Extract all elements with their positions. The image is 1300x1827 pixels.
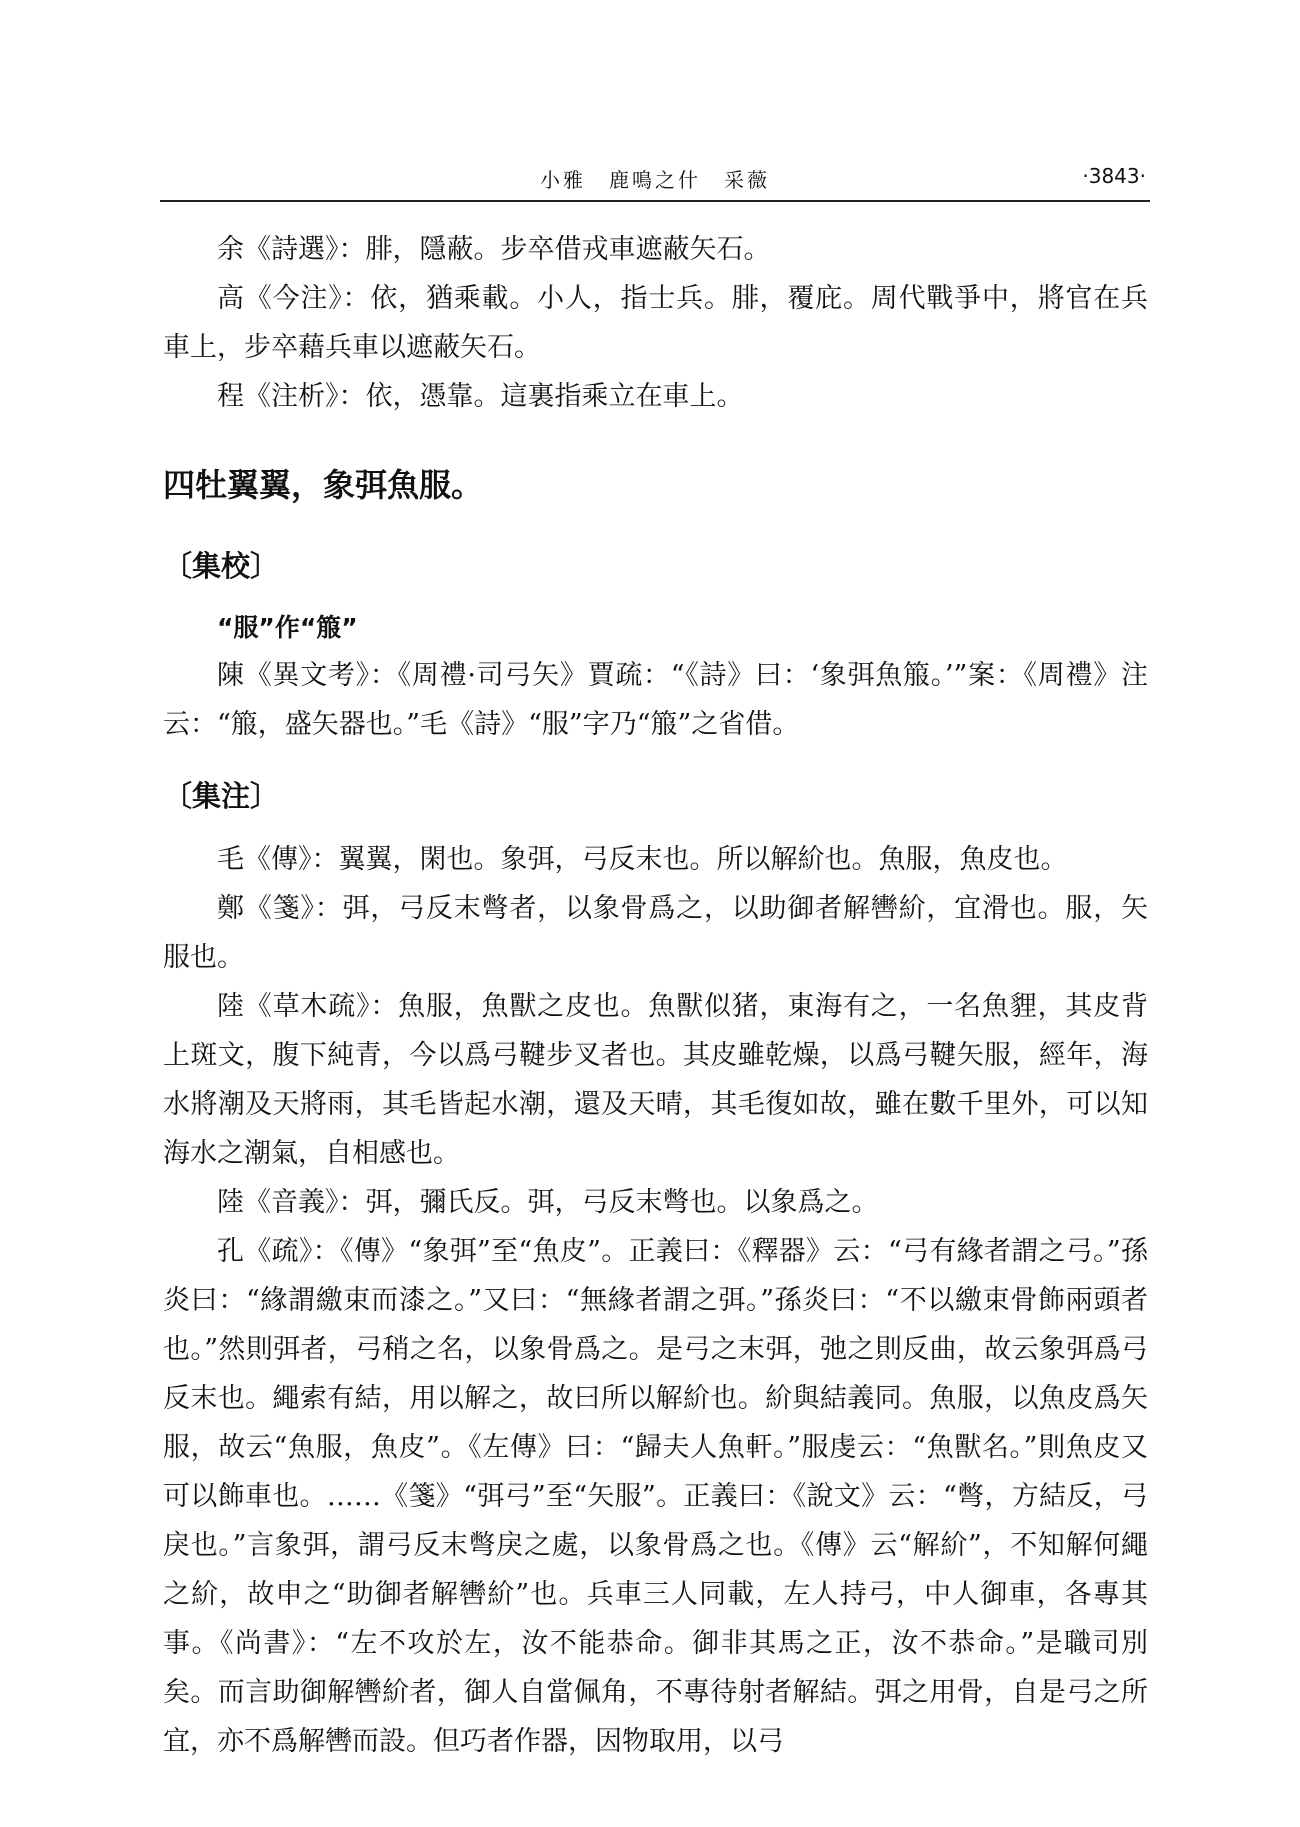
page-body xyxy=(163,225,1148,1766)
paragraph: 毛《傳》：翼翼，閑也。象弭，弓反末也。所以解紒也。魚服，魚皮也。 xyxy=(217,844,1068,875)
paragraph: 陸《草木疏》：魚服，魚獸之皮也。魚獸似猪，東海有之，一名魚貍，其皮背上斑文，腹下純青，今以爲弓鞬步叉者也。其皮雖乾燥，以爲弓鞬矢服，經年，海水將潮及天將雨，其毛皆起水潮，還及天晴，其毛復如故，雖在數千里外，可以知海水之潮氣，自相感也。 xyxy=(163,991,1148,1169)
paragraph: 陸《音義》：弭，彌氏反。弭，弓反末彆也。以象爲之。 xyxy=(217,1187,879,1218)
paragraph: 高《今注》：依，猶乘載。小人，指士兵。腓，覆庇。周代戰爭中，將官在兵車上，步卒藉兵車以遮蔽矢石。 xyxy=(163,283,1148,363)
paragraph: 余《詩選》：腓，隱蔽。步卒借戎車遮蔽矢石。 xyxy=(217,234,771,265)
section-heading-jizhu: 〔集注〕 xyxy=(163,779,280,813)
paragraph: 程《注析》：依，憑靠。這裏指乘立在車上。 xyxy=(217,381,744,412)
section-heading-jijiao: 〔集校〕 xyxy=(163,549,280,583)
variant-subheading: “服”作“箙” xyxy=(217,613,358,642)
paragraph: 孔《疏》：《傳》“象弭”至“魚皮”。正義曰：《釋器》云：“弓有緣者謂之弓。”孫炎曰：“緣謂繳束而漆之。”又曰：“無緣者謂之弭。”孫炎曰：“不以繳束骨飾兩頭者也。”然則弭者，弓稍之名，以象骨爲之。是弓之末弭，弛之則反曲，故云象弭爲弓反末也。繩索有結，用以解之，故曰所以解紒也。紒與結義同。魚服，以魚皮爲矢服，故云“魚服，魚皮”。《左傳》曰：“歸夫人魚軒。”服虔云：“魚獸名。”則魚皮又可以飾車也。……《箋》“弭弓”至“矢服”。正義曰：《說文》云：“彆，方結反，弓戾也。”言象弭，謂弓反末彆戾之處，以象骨爲之也。《傳》云“解紒”，不知解何繩之紒，故申之“助御者解轡紒”也。兵車三人同載，左人持弓，中人御車，各專其事。《尚書》：“左不攻於左，汝不能恭命。御非其馬之正，汝不恭命。”是職司別矣。而言助御解轡紒者，御人自當佩角，不專待射者解結。弭之用骨，自是弓之所宜，亦不爲解轡而設。但巧者作器，因物取用，以弓 xyxy=(163,1236,1148,1757)
page-number: ·3843· xyxy=(1082,164,1146,188)
paragraph: 陳《異文考》：《周禮·司弓矢》賈疏：“《詩》曰：‘象弭魚箙。’”案：《周禮》注云：“箙，盛矢器也。”毛《詩》“服”字乃“箙”之省借。 xyxy=(163,660,1148,740)
paragraph: 鄭《箋》：弭，弓反末彆者，以象骨爲之，以助御者解轡紒，宜滑也。服，矢服也。 xyxy=(163,893,1148,973)
header-rule xyxy=(160,200,1150,202)
page-header xyxy=(160,164,1150,204)
running-title: 小雅 鹿鳴之什 采薇 xyxy=(540,168,770,192)
poem-line-heading: 四牡翼翼，象弭魚服。 xyxy=(163,466,484,504)
